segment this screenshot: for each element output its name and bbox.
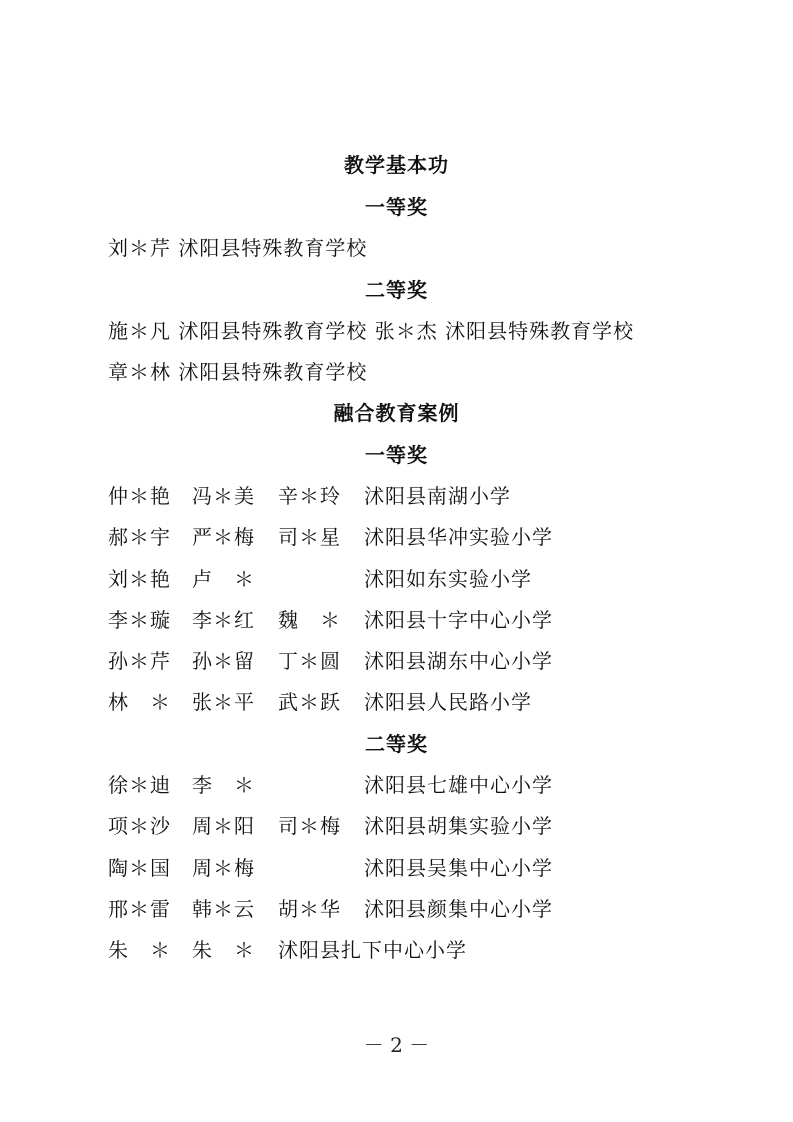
award-row: 刘＊芹 沭阳县特殊教育学校: [108, 236, 368, 260]
name-cell: 张＊平: [192, 690, 255, 714]
name-cell: 朱 ＊: [192, 938, 255, 962]
school-cell: 沭阳县华冲实验小学: [364, 525, 553, 549]
name-cell: 严＊梅: [192, 525, 255, 549]
school-cell: 沭阳县人民路小学: [364, 690, 532, 714]
name-cell: 周＊梅: [192, 856, 255, 880]
section-title-teaching-skills: 教学基本功: [344, 153, 449, 177]
school-cell: 沭阳县十字中心小学: [364, 608, 553, 632]
first-prize-heading: 一等奖: [365, 195, 428, 219]
name-cell: 徐＊迪: [108, 773, 171, 797]
name-cell: 武＊跃: [278, 690, 341, 714]
name-cell: 冯＊美: [192, 484, 255, 508]
award-row: 施＊凡 沭阳县特殊教育学校 张＊杰 沭阳县特殊教育学校: [108, 319, 635, 343]
name-cell: 仲＊艳: [108, 484, 171, 508]
name-cell: 李 ＊: [192, 773, 255, 797]
school-cell: 沭阳县胡集实验小学: [364, 814, 553, 838]
second-prize-heading: 二等奖: [365, 732, 428, 756]
name-cell: 孙＊芹: [108, 649, 171, 673]
school-cell: 沭阳如东实验小学: [364, 567, 532, 591]
school-cell: 沭阳县颜集中心小学: [364, 897, 553, 921]
name-cell: 魏 ＊: [278, 608, 341, 632]
name-cell: 胡＊华: [278, 897, 341, 921]
school-cell: 沭阳县扎下中心小学: [278, 938, 467, 962]
name-cell: 司＊星: [278, 525, 341, 549]
name-cell: 辛＊玲: [278, 484, 341, 508]
name-cell: 林 ＊: [108, 690, 171, 714]
name-cell: 周＊阳: [192, 814, 255, 838]
school-cell: 沭阳县吴集中心小学: [364, 856, 553, 880]
name-cell: 李＊璇: [108, 608, 171, 632]
name-cell: 卢 ＊: [192, 567, 255, 591]
school-cell: 沭阳县南湖小学: [364, 484, 511, 508]
name-cell: 刘＊艳: [108, 567, 171, 591]
name-cell: 孙＊留: [192, 649, 255, 673]
first-prize-heading: 一等奖: [365, 443, 428, 467]
name-cell: 项＊沙: [108, 814, 171, 838]
name-cell: 李＊红: [192, 608, 255, 632]
name-cell: 丁＊圆: [278, 649, 341, 673]
name-cell: 朱 ＊: [108, 938, 171, 962]
name-cell: 司＊梅: [278, 814, 341, 838]
award-row: 章＊林 沭阳县特殊教育学校: [108, 360, 368, 384]
page-number: － 2 －: [363, 1033, 430, 1057]
second-prize-heading: 二等奖: [365, 278, 428, 302]
name-cell: 邢＊雷: [108, 897, 171, 921]
name-cell: 陶＊国: [108, 856, 171, 880]
name-cell: 韩＊云: [192, 897, 255, 921]
name-cell: 郝＊宇: [108, 525, 171, 549]
section-title-inclusive-cases: 融合教育案例: [333, 401, 460, 425]
school-cell: 沭阳县湖东中心小学: [364, 649, 553, 673]
school-cell: 沭阳县七雄中心小学: [364, 773, 553, 797]
